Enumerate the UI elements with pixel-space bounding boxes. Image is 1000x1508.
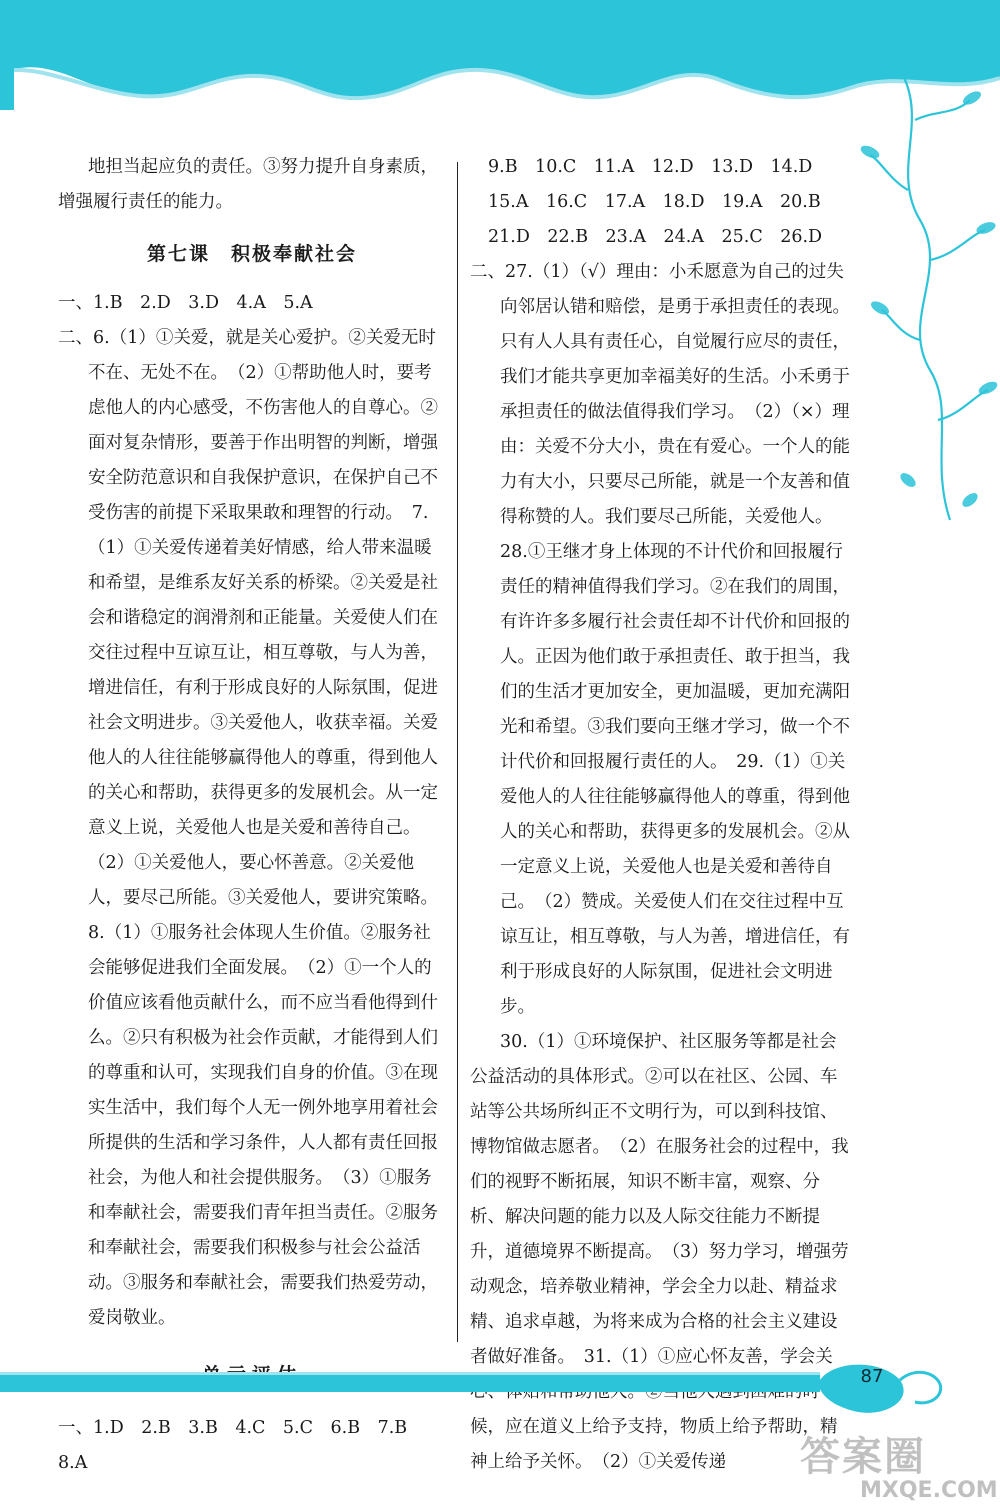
left-top-paragraph: 地担当起应负的责任。③努力提升自身素质，增强履行责任的能力。 [58, 157, 438, 212]
unit-essay-answers-27-29: 二、27.（1）（√）理由：小禾愿意为自己的过失向邻居认错和赔偿，是勇于承担责任的表现。只有人人具有责任心，自觉履行应尽的责任，我们才能共享更加幸福美好的生活。小禾勇于承担责任的做法值得我们学习。 （2）（×）理由：关爱不分大小，贵在有爱心。一个人的能力有大小，只要尽己所能，就是一个友善和值得称赞的人。我们要尽己所能，关爱他人。 28.①王继才身上体现的不计代价和回报履行责任的精神值得我们学习。②在我们的周围，有许许多多履行社会责任却不计代价和回报的人。正因为他们敢于承担责任、敢于担当，我们的生活才更加安全，更加温暖，更加充满阳光和希望。③我们要向王继才学习，做一个不计代价和回报履行责任的人。 29.（1）①关爱他人的人往往能够赢得他人的尊重，得到他人的关心和帮助，获得更多的发展机会。②从一定意义上说，关爱他人也是关爱和善待自己。 （2）赞成。关爱使人们在交往过程中互谅互让，相互尊敬，与人为善，增进信任，有利于形成良好的人际氛围，促进社会文明进步。 [470, 262, 850, 1017]
lesson-7-heading: 第七课 积极奉献社会 [146, 243, 357, 265]
lesson-7-choice-answers: 一、1.B 2.D 3.D 4.A 5.A [58, 293, 313, 313]
page-number: 87 [860, 1366, 884, 1387]
vine-decoration [860, 60, 1000, 530]
unit-choice-answers-continued: 9.B 10.C 11.A 12.D 13.D 14.D 15.A 16.C 17.A 18.D 19.A 20.B 21.D 22.B 23.A 24.A 25.C 26.D [488, 157, 839, 247]
unit-choice-answers: 一、1.D 2.B 3.B 4.C 5.C 6.B 7.B 8.A [58, 1418, 425, 1473]
watermark-url: MXQE.COM [860, 1478, 998, 1503]
right-column [470, 150, 852, 1480]
lesson-7-essay-answers: 二、6.（1）①关爱，就是关心爱护。②关爱无时不在、无处不在。 （2）①帮助他人时，要考虑他人的内心感受，不伤害他人的自尊心。②面对复杂情形，要善于作出明智的判断，增强安全防范意识和自我保护意识，在保护自己不受伤害的前提下采取果敢和理智的行动。 7.（1）①关爱传递着美好情感，给人带来温暖和希望，是维系友好关系的桥梁。②关爱是社会和谐稳定的润滑剂和正能量。关爱使人们在交往过程中互谅互让，相互尊敬，与人为善，增进信任，有利于形成良好的人际氛围，促进社会文明进步。③关爱他人，收获幸福。关爱他人的人往往能够赢得他人的尊重，得到他人的关心和帮助，获得更多的发展机会。从一定意义上说，关爱他人也是关爱和善待自己。 （2）①关爱他人，要心怀善意。②关爱他人，要尽己所能。③关爱他人，要讲究策略。 8.（1）①服务社会体现人生价值。②服务社会能够促进我们全面发展。 （2）①一个人的价值应该看他贡献什么，而不应当看他得到什么。②只有积极为社会作贡献，才能得到人们的尊重和认可，实现我们自身的价值。③在现实生活中，我们每个人无一例外地享用着社会所提供的生活和学习条件，人人都有责任回报社会，为他人和社会提供服务。 （3）①服务和奉献社会，需要我们青年担当责任。②服务和奉献社会，需要我们积极参与社会公益活动。③服务和奉献社会，需要我们热爱劳动，爱岗敬业。 [58, 328, 447, 1328]
footer-band-decoration [0, 1362, 1000, 1422]
unit-essay-answers-30-31: 30.（1）①环境保护、社区服务等都是社会公益活动的具体形式。②可以在社区、公园、车站等公共场所纠正不文明行为，可以到科技馆、博物馆做志愿者。 （2）在服务社会的过程中，我们的视野不断拓展，知识不断丰富，观察、分析、解决问题的能力以及人际交往能力不断提升，道德境界不断提高。 （3）努力学习，增强劳动观念，培养敬业精神，学会全力以赴、精益求精、追求卓越，为将来成为合格的社会主义建设者做好准备。 31.（1）①应心怀友善，学会关 候，应在道义上给予支持，物质上给予帮助，精神上给予关怀。 （2）①关爱传递 [470, 1032, 849, 1472]
watermark-title: 答案圈 [800, 1434, 926, 1480]
header-wave-decoration [0, 0, 1000, 150]
left-column [58, 150, 446, 1481]
column-divider [457, 162, 458, 1342]
